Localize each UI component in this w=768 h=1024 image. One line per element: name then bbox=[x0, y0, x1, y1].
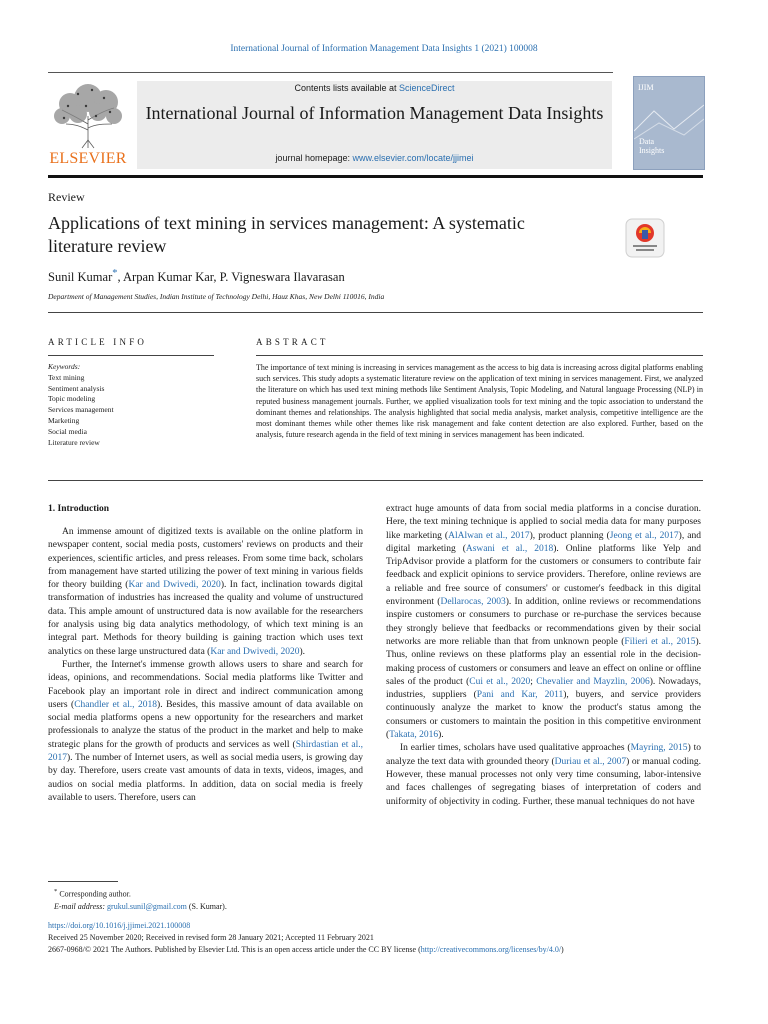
journal-cover-thumbnail[interactable] bbox=[633, 76, 705, 170]
abstract-bottom-rule bbox=[48, 480, 703, 481]
body-column-right bbox=[386, 503, 701, 809]
citation-link[interactable]: Cui et al., 2020 bbox=[469, 676, 531, 687]
keyword-item: Services management bbox=[48, 405, 114, 415]
paragraph-text: In earlier times, scholars have used qualitative approaches ( bbox=[400, 743, 631, 754]
citation-link[interactable]: Shirdastian et al., 2017 bbox=[48, 739, 363, 764]
first-author[interactable]: Sunil Kumar bbox=[48, 270, 113, 285]
corresponding-author-footnote bbox=[48, 886, 227, 913]
crossmark-icon bbox=[625, 218, 665, 258]
cover-abbreviation: IJIM bbox=[638, 83, 654, 92]
received-dates: Received 25 November 2020; Received in revised form 28 January 2021; Accepted 11 February 2021 bbox=[48, 933, 374, 942]
paragraph-text: ), buyers, and service providers continuously analyze the market to know the product's status among the consumers or customers to maintain the position in this competitive environment ( bbox=[386, 690, 701, 741]
paragraph-text: An immense amount of digitized texts is available on the online platform in newspaper content, social media posts, customers' reviews on products and their experiences, scientific articles, and press releases. From some time back, scholars from management have started utilizing the power of text mining in various fields for theory building ( bbox=[48, 527, 363, 591]
homepage-prefix: journal homepage: bbox=[275, 153, 353, 163]
sciencedirect-link[interactable]: ScienceDirect bbox=[399, 83, 455, 93]
cover-word-1: Data bbox=[639, 137, 655, 146]
author-email-link[interactable]: grukul.sunil@gmail.com bbox=[107, 901, 187, 911]
contents-prefix: Contents lists available at bbox=[294, 83, 400, 93]
paragraph-text: ; bbox=[530, 676, 537, 687]
license-link[interactable]: http://creativecommons.org/licenses/by/4.0/ bbox=[420, 945, 562, 954]
introduction-heading: 1. Introduction bbox=[48, 504, 110, 514]
body-paragraph bbox=[386, 503, 701, 742]
keyword-item: Literature review bbox=[48, 437, 100, 447]
citation-link[interactable]: Chandler et al., 2018 bbox=[74, 699, 158, 710]
abstract-text: The importance of text mining is increasing in services management as the access to big data is increasing across digital platforms enabling such services. This study adopts a systematic literature review on the application of text mining in services management. First, we analyzed the literature on which has used text mining methods like Sentiment Analysis, Topic Modeling, and Natural language Processing (NLP) in reputed business management journals. Further, we applied visualization tools for text mining and the topic association to understand the dominant themes and relationships. The analysis highlighted that social media analysis, market analysis, competitive intelligence are the most dominant themes while other themes like risk management and fake content detection are also explored. Further, based on the analysis, future research agenda in the field of text mining in services management has been indicated. bbox=[256, 363, 703, 440]
email-suffix: (S. Kumar). bbox=[186, 901, 227, 911]
paragraph-text: ). bbox=[299, 646, 306, 657]
paragraph-text: ) to analyze the text data with grounded theory ( bbox=[386, 743, 701, 767]
keywords-label: Keywords: bbox=[48, 362, 81, 371]
body-paragraph bbox=[48, 659, 363, 805]
citation-link[interactable]: AlAlwan et al., 2017 bbox=[448, 530, 530, 541]
paragraph-text: ). Nowadays, industries, suppliers ( bbox=[386, 676, 701, 701]
citation-link[interactable]: Kar and Dwivedi, 2020 bbox=[210, 646, 300, 657]
header-divider bbox=[48, 312, 703, 313]
citation-link[interactable]: Aswani et al., 2018 bbox=[465, 543, 554, 554]
license-line bbox=[48, 944, 564, 956]
citation-link[interactable]: Dellarocas, 2003 bbox=[440, 597, 506, 608]
paragraph-text: Further, the Internet's immense growth allows users to share and search for ideas, opinions, and recommendations. Social media platforms like Twitter and Facebook play an important role in direct and indirect communication among users ( bbox=[48, 659, 363, 710]
footnote-rule bbox=[48, 881, 118, 882]
author-affiliation: Department of Management Studies, Indian Institute of Technology Delhi, Hauz Khas, New Delhi 110016, India bbox=[48, 292, 385, 301]
citation-link[interactable]: Chevalier and Mayzlin, 2006 bbox=[536, 676, 650, 687]
body-column-left bbox=[48, 526, 363, 805]
article-info-rule bbox=[48, 355, 214, 356]
abstract-heading: ABSTRACT bbox=[256, 337, 329, 347]
citation-link[interactable]: Filieri et al., 2015 bbox=[624, 636, 696, 647]
journal-title: International Journal of Information Management Data Insights bbox=[145, 103, 604, 123]
doi-link[interactable]: https://doi.org/10.1016/j.jjimei.2021.100008 bbox=[48, 921, 191, 930]
check-for-updates-badge[interactable] bbox=[625, 218, 665, 258]
paragraph-text: ), and digital marketing ( bbox=[386, 530, 701, 554]
paragraph-text: ). bbox=[438, 730, 444, 741]
article-info-heading: ARTICLE INFO bbox=[48, 337, 148, 347]
keyword-item: Text mining bbox=[48, 372, 85, 382]
abstract-rule bbox=[256, 355, 703, 356]
body-paragraph bbox=[48, 526, 363, 659]
paragraph-text: ) or manual coding. However, these manual processes not only very time consuming, labor-intensive and faces challenges of segregating biases of interpretation of coders and uniformity of objectivity in coding. Further, these manual techniques do not have bbox=[386, 756, 702, 807]
keywords-block bbox=[48, 362, 114, 448]
paragraph-text: ). In addition, online reviews or recommendations inspire customers or consumers to purchase or re-purchase the services because they strongly believe that feedbacks or recommendations given by their social networks are more reliable than that from unknown people ( bbox=[386, 597, 701, 647]
journal-homepage-link[interactable]: www.elsevier.com/locate/jjimei bbox=[352, 153, 474, 163]
cover-graphic bbox=[634, 101, 704, 141]
masthead-bottom-rule bbox=[48, 175, 703, 178]
cover-words bbox=[639, 137, 664, 155]
keyword-item: Marketing bbox=[48, 415, 80, 425]
citation-link[interactable]: Pani and Kar, 2011 bbox=[476, 690, 564, 701]
paragraph-text: extract huge amounts of data from social media platforms in a concise duration. Here, the text mining technique is applied to social media data for many purposes like marketing ( bbox=[386, 504, 701, 541]
author-list bbox=[48, 268, 345, 285]
paragraph-text: ). Thus, online reviews on these platforms play an essential role in the decision-making process of customers or consumers and leave an effect on online or offline sales of the product ( bbox=[386, 636, 701, 687]
paragraph-text: ). Besides, this massive amount of data available on social media platforms opens a new opportunity for the researchers and market professionals to analyze the status of the product in the market and help to make strategic plans for the growth of products and services as well ( bbox=[48, 699, 363, 750]
paragraph-text: ). In fact, inclination towards digital transformation of industries has increased the quality and volume of unstructured data. This ample amount of unstructured data is now available for the researchers for analysis using big data analytics methodology, of which text mining is an integral part. Methods for theory building is gaining traction which uses text analytics on these large unstructured data ( bbox=[48, 580, 363, 657]
license-suffix: ) bbox=[561, 945, 564, 954]
license-prefix: 2667-0968/© 2021 The Authors. Published by Elsevier Ltd. This is an open access article under the CC BY license ( bbox=[48, 945, 421, 954]
corresponding-author-label: Corresponding author. bbox=[59, 889, 131, 899]
paragraph-text: ), product planning ( bbox=[529, 530, 610, 541]
citation-link[interactable]: Mayring, 2015 bbox=[630, 743, 688, 754]
keyword-item: Social media bbox=[48, 426, 87, 436]
email-label: E-mail address: bbox=[54, 901, 108, 911]
contents-available-line bbox=[137, 83, 612, 93]
article-meta bbox=[48, 920, 564, 956]
citation-link[interactable]: Takata, 2016 bbox=[389, 730, 439, 741]
paragraph-text: ). Online platforms like Yelp and TripAdvisor provide a platform for the customers or consumers to contribute fair feedback and explicit opinions to service providers. Therefore, online reviews are a reliable and free source of consumers' or customer's feedback in this digital environment ( bbox=[386, 543, 701, 608]
cover-word-2: Insights bbox=[639, 146, 665, 155]
keyword-item: Sentiment analysis bbox=[48, 383, 105, 393]
citation-link[interactable]: Jeong et al., 2017 bbox=[609, 530, 679, 541]
masthead-top-rule bbox=[48, 72, 613, 73]
footnote-mark: * bbox=[54, 888, 58, 895]
co-authors: , Arpan Kumar Kar, P. Vigneswara Ilavarasan bbox=[117, 270, 345, 285]
citation-link[interactable]: Duriau et al., 2007 bbox=[554, 756, 627, 767]
citation-link[interactable]: Kar and Dwivedi, 2020 bbox=[128, 580, 221, 591]
journal-citation[interactable]: International Journal of Information Management Data Insights 1 (2021) 100008 bbox=[230, 44, 538, 54]
keyword-item: Topic modeling bbox=[48, 394, 96, 404]
article-type: Review bbox=[48, 190, 85, 204]
article-title: Applications of text mining in services management: A systematic literature review bbox=[48, 213, 525, 256]
journal-homepage-line bbox=[137, 153, 612, 163]
paragraph-text: ). The number of Internet users, as well as social media users, is growing day by day. Therefore, users create vast amounts of data in texts, videos, images, and audios on social media platforms. In addition, data on social media is freely available to users. Therefore, users can bbox=[48, 753, 363, 803]
corresponding-author-mark[interactable]: * bbox=[112, 268, 118, 279]
elsevier-wordmark: ELSEVIER bbox=[49, 150, 127, 167]
body-paragraph bbox=[386, 742, 701, 808]
